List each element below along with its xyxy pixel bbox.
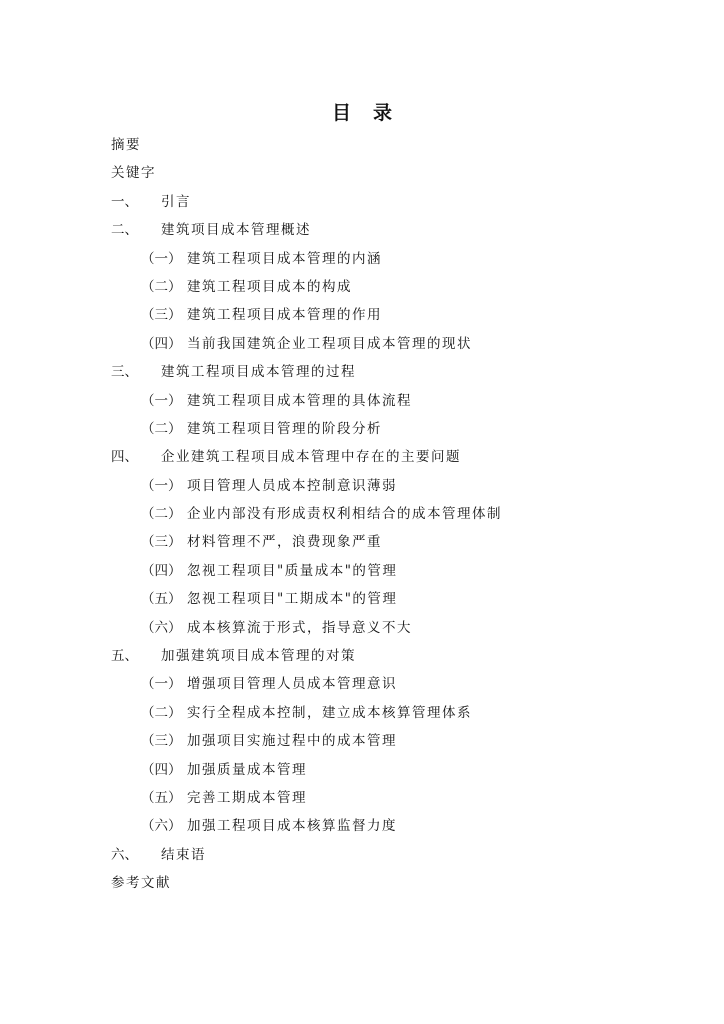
toc-entry-number: 三、 bbox=[111, 364, 138, 381]
toc-entry-number: 二、 bbox=[111, 222, 138, 239]
toc-entry[interactable] bbox=[0, 784, 724, 812]
toc-entry[interactable] bbox=[0, 273, 724, 301]
toc-entry-title: 加强建筑项目成本管理的对策 bbox=[161, 648, 356, 665]
toc-entry-title: 当前我国建筑企业工程项目成本管理的现状 bbox=[187, 335, 472, 352]
toc-entry[interactable] bbox=[0, 642, 724, 670]
toc-entry-title: 建筑工程项目管理的阶段分析 bbox=[187, 420, 382, 437]
toc-entry-title: 加强工程项目成本核算监督力度 bbox=[187, 818, 397, 835]
toc-entry[interactable] bbox=[0, 443, 724, 471]
title-char-1: 目 bbox=[331, 102, 351, 124]
toc-entry-number: 一、 bbox=[111, 193, 138, 210]
toc-entry-title: 实行全程成本控制，建立成本核算管理体系 bbox=[187, 704, 472, 721]
toc-entry[interactable] bbox=[0, 756, 724, 784]
toc-entry[interactable] bbox=[0, 500, 724, 528]
toc-entry[interactable] bbox=[0, 727, 724, 755]
toc-entry[interactable] bbox=[0, 358, 724, 386]
toc-entry[interactable] bbox=[0, 869, 724, 897]
toc-entry-number: （三） bbox=[141, 534, 182, 551]
toc-entry-number: （三） bbox=[141, 733, 182, 750]
toc-entry-number: 六、 bbox=[111, 846, 138, 863]
toc-entry-title: 结束语 bbox=[161, 846, 206, 863]
toc-entry-number: （四） bbox=[141, 562, 182, 579]
toc-entry-title: 成本核算流于形式，指导意义不大 bbox=[187, 619, 412, 636]
toc-entry-title: 增强项目管理人员成本管理意识 bbox=[187, 676, 397, 693]
toc-entry-number: （一） bbox=[141, 676, 182, 693]
toc-entry-title: 企业内部没有形成责权利相结合的成本管理体制 bbox=[187, 506, 502, 523]
table-of-contents bbox=[0, 131, 724, 898]
toc-entry[interactable] bbox=[0, 585, 724, 613]
toc-entry[interactable] bbox=[0, 188, 724, 216]
toc-entry-title: 参考文献 bbox=[111, 875, 171, 892]
toc-entry-number: 四、 bbox=[111, 449, 138, 466]
toc-entry-number: （四） bbox=[141, 335, 182, 352]
toc-entry[interactable] bbox=[0, 330, 724, 358]
toc-entry-number: （一） bbox=[141, 250, 182, 267]
page-title bbox=[0, 98, 724, 125]
toc-entry[interactable] bbox=[0, 216, 724, 244]
toc-entry[interactable] bbox=[0, 159, 724, 187]
toc-entry-title: 加强质量成本管理 bbox=[187, 761, 307, 778]
toc-entry[interactable] bbox=[0, 528, 724, 556]
toc-entry[interactable] bbox=[0, 614, 724, 642]
title-char-2: 录 bbox=[373, 102, 393, 124]
toc-entry-title: 建筑工程项目成本管理的具体流程 bbox=[187, 392, 412, 409]
toc-entry-title: 建筑工程项目成本管理的过程 bbox=[161, 364, 356, 381]
toc-entry[interactable] bbox=[0, 387, 724, 415]
toc-entry[interactable] bbox=[0, 245, 724, 273]
toc-entry-number: （五） bbox=[141, 591, 182, 608]
toc-entry-title: 建筑工程项目成本的构成 bbox=[187, 278, 352, 295]
toc-entry-title: 建筑工程项目成本管理的作用 bbox=[187, 307, 382, 324]
toc-entry[interactable] bbox=[0, 301, 724, 329]
toc-entry-title: 加强项目实施过程中的成本管理 bbox=[187, 733, 397, 750]
toc-entry-number: （三） bbox=[141, 307, 182, 324]
toc-entry-number: （二） bbox=[141, 420, 182, 437]
toc-entry-title: 建筑项目成本管理概述 bbox=[161, 222, 311, 239]
toc-entry-number: （一） bbox=[141, 392, 182, 409]
toc-entry-number: （二） bbox=[141, 506, 182, 523]
toc-entry-title: 完善工期成本管理 bbox=[187, 789, 307, 806]
toc-entry-title: 建筑工程项目成本管理的内涵 bbox=[187, 250, 382, 267]
toc-entry-number: 五、 bbox=[111, 648, 138, 665]
toc-entry-number: （四） bbox=[141, 761, 182, 778]
toc-entry-title: 忽视工程项目"工期成本"的管理 bbox=[187, 591, 398, 608]
toc-entry-title: 引言 bbox=[161, 193, 191, 210]
toc-entry[interactable] bbox=[0, 557, 724, 585]
toc-entry-number: （六） bbox=[141, 619, 182, 636]
toc-entry-title: 材料管理不严，浪费现象严重 bbox=[187, 534, 382, 551]
toc-entry-number: （五） bbox=[141, 789, 182, 806]
toc-entry[interactable] bbox=[0, 699, 724, 727]
toc-entry[interactable] bbox=[0, 841, 724, 869]
toc-entry[interactable] bbox=[0, 472, 724, 500]
toc-entry-title: 忽视工程项目"质量成本"的管理 bbox=[187, 562, 398, 579]
toc-entry-title: 企业建筑工程项目成本管理中存在的主要问题 bbox=[161, 449, 461, 466]
toc-entry-title: 摘要 bbox=[111, 137, 141, 153]
toc-entry[interactable] bbox=[0, 670, 724, 698]
toc-entry[interactable] bbox=[0, 415, 724, 443]
toc-entry[interactable] bbox=[0, 131, 724, 159]
toc-entry-title: 项目管理人员成本控制意识薄弱 bbox=[187, 477, 397, 494]
toc-entry-number: （二） bbox=[141, 704, 182, 721]
toc-entry-number: （二） bbox=[141, 278, 182, 295]
toc-entry-number: （一） bbox=[141, 477, 182, 494]
toc-entry-title: 关键字 bbox=[111, 165, 156, 182]
toc-entry[interactable] bbox=[0, 812, 724, 840]
toc-entry-number: （六） bbox=[141, 818, 182, 835]
